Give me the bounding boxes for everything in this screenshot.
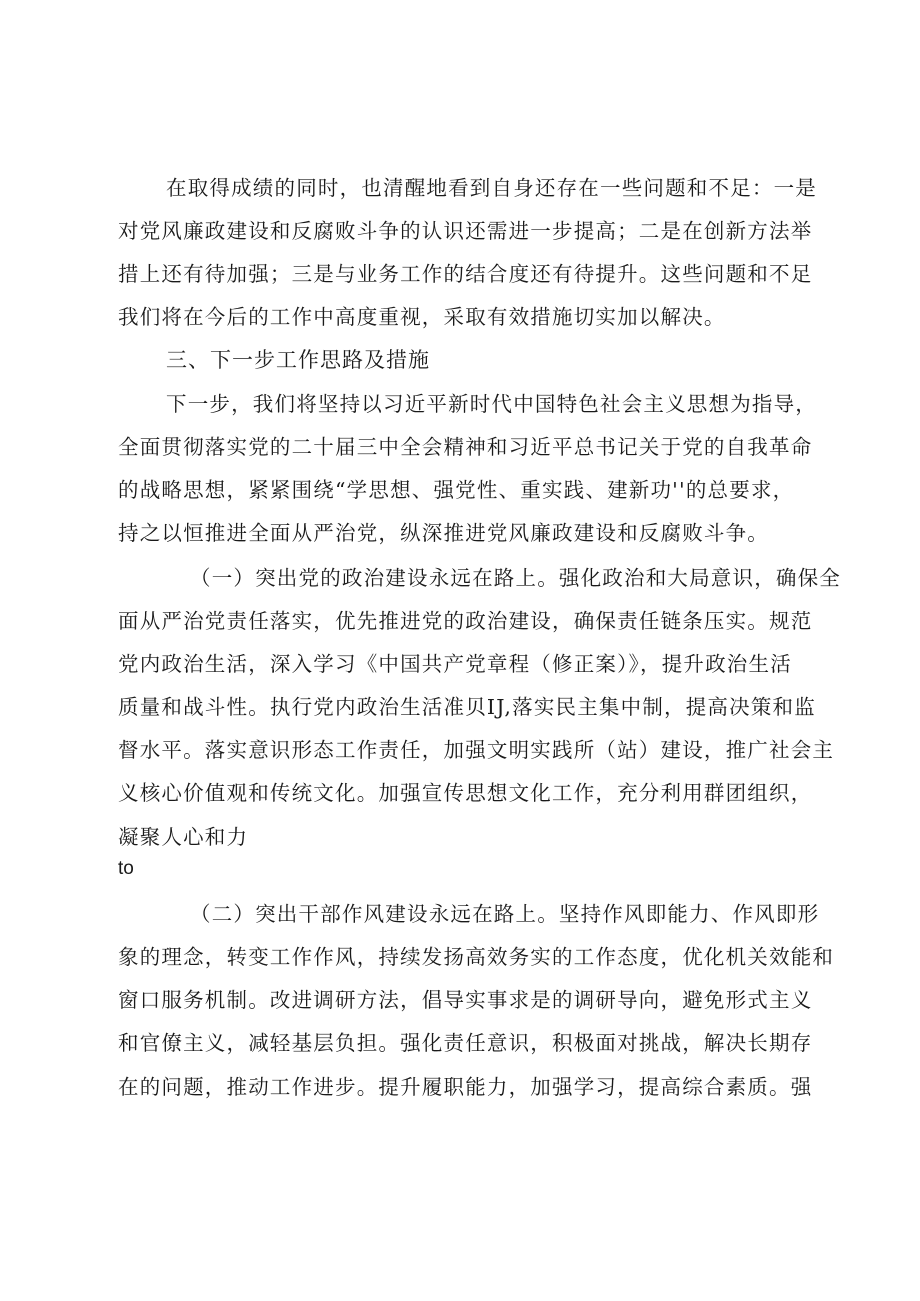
- paragraph-1-line: 措上还有待加强；三是与业务工作的结合度还有待提升。这些问题和不足: [118, 262, 813, 286]
- paragraph-4-line: 象的理念，转变工作作风，持续发扬高效务实的工作态度，优化机关效能和: [118, 945, 835, 969]
- section-heading: 三、下一步工作思路及措施: [166, 348, 430, 372]
- paragraph-4-line: 窗口服务机制。改进调研方法，倡导实事求是的调研导向，避免形式主义: [118, 988, 813, 1012]
- paragraph-1-line: 我们将在今后的工作中高度重视，采取有效措施切实加以解决。: [118, 305, 726, 329]
- paragraph-3-line: 义核心价值观和传统文化。加强宣传思想文化工作，充分利用群团组织，: [118, 781, 813, 805]
- paragraph-3-line: 凝聚人心和力: [118, 825, 249, 849]
- paragraph-3-line: 党内政治生活，深入学习《中国共产党章程（修正案）》，提升政治生活: [118, 652, 792, 676]
- paragraph-1-line: 在取得成绩的同时，也清醒地看到自身还存在一些问题和不足：一是: [166, 176, 817, 200]
- paragraph-1-line: 对党风廉政建设和反腐败斗争的认识还需进一步提高；二是在创新方法举: [118, 219, 813, 243]
- stray-text: to: [118, 858, 134, 879]
- paragraph-2-line: 下一步，我们将坚持以习近平新时代中国特色社会主义思想为指导，: [166, 392, 817, 416]
- paragraph-4-line: 在的问题，推动工作进步。提升履职能力，加强学习，提高综合素质。强: [118, 1075, 813, 1099]
- paragraph-2-line: 全面贯彻落实党的二十届三中全会精神和习近平总书记关于党的自我革命: [118, 435, 813, 459]
- paragraph-3-line: 质量和战斗性。执行党内政治生活准贝IJ,落实民主集中制，提高决策和监: [118, 695, 816, 719]
- paragraph-3-line: （一）突出党的政治建设永远在路上。强化政治和大局意识，确保全: [190, 566, 841, 590]
- paragraph-2-line: 的战略思想，紧紧围绕“学思想、强党性、重实践、建新功''的总要求，: [118, 478, 795, 502]
- paragraph-4-line: 和官僚主义，减轻基层负担。强化责任意识，积极面对挑战，解决长期存: [118, 1031, 813, 1055]
- paragraph-3-line: 面从严治党责任落实，优先推进党的政治建设，确保责任链条压实。规范: [118, 609, 813, 633]
- paragraph-2-line: 持之以恒推进全面从严治党，纵深推进党风廉政建设和反腐败斗争。: [118, 521, 769, 545]
- paragraph-3-line: 督水平。落实意识形态工作责任，加强文明实践所（站）建设，推广社会主: [118, 738, 835, 762]
- paragraph-4-line: （二）突出干部作风建设永远在路上。坚持作风即能力、作风即形: [190, 902, 820, 926]
